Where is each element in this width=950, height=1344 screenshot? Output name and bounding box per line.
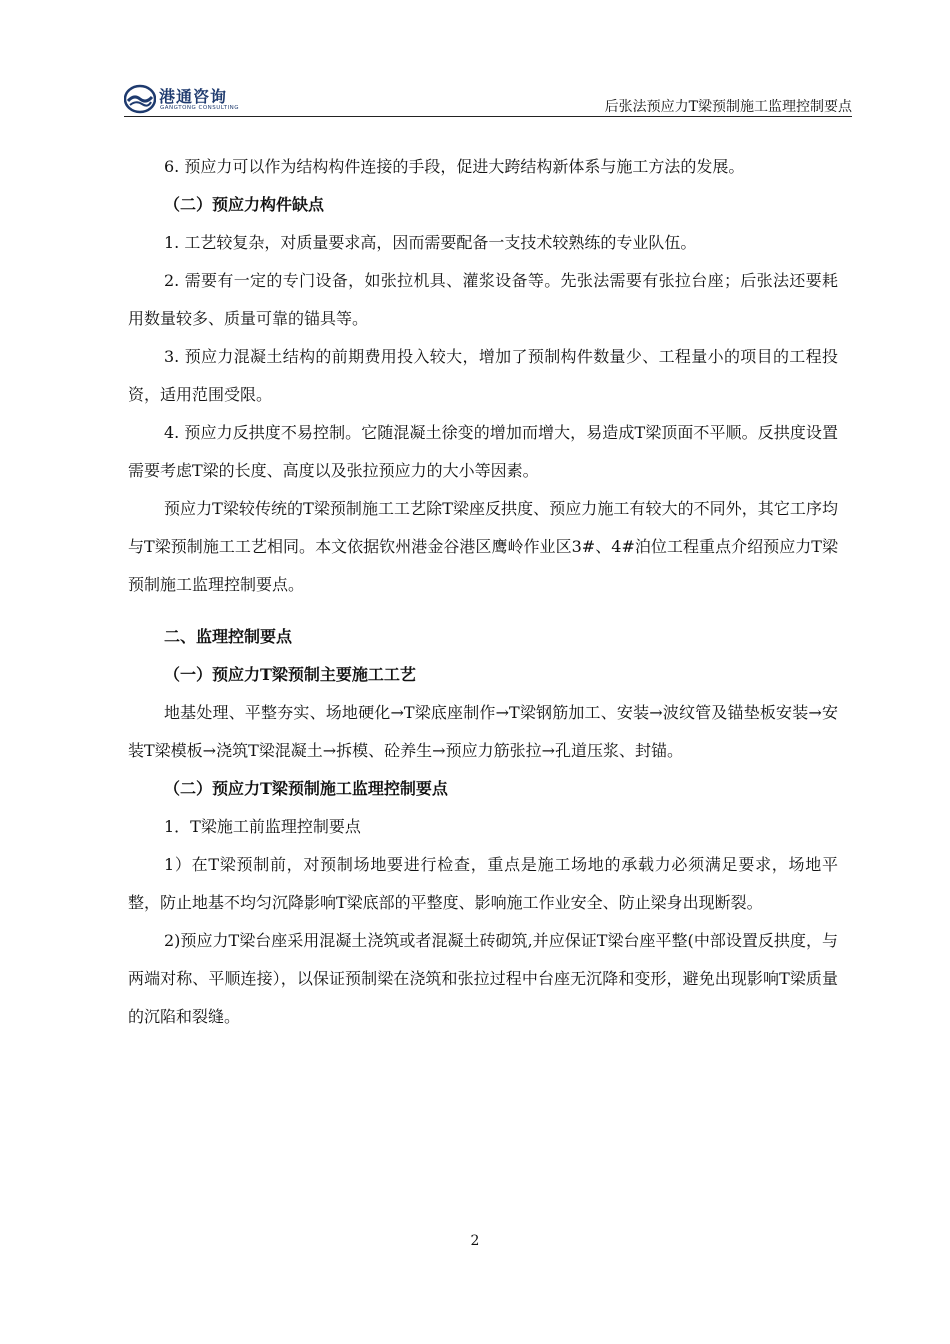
section-heading: （二）预应力构件缺点 (164, 195, 325, 214)
header-title: 后张法预应力T梁预制施工监理控制要点 (604, 99, 852, 115)
logo-icon (124, 84, 156, 114)
document-body (128, 148, 838, 1036)
page-number: 2 (470, 1233, 480, 1249)
paragraph: 4. 预应力反拱度不易控制。它随混凝土徐变的增加而增大，易造成T梁顶面不平顺。反拱度设置需要考虑T梁的长度、高度以及张拉预应力的大小等因素。 (128, 423, 838, 480)
paragraph: 1）在T梁预制前，对预制场地要进行检查，重点是施工场地的承载力必须满足要求，场地平整，防止地基不均匀沉降影响T梁底部的平整度、影响施工作业安全、防止梁身出现断裂。 (128, 855, 838, 912)
paragraph: 1. 工艺较复杂，对质量要求高，因而需要配备一支技术较熟练的专业队伍。 (164, 233, 697, 252)
logo-text: 港通咨询 (159, 87, 228, 106)
chapter-heading: 二、监理控制要点 (164, 627, 293, 646)
paragraph: 6. 预应力可以作为结构构件连接的手段，促进大跨结构新体系与施工方法的发展。 (164, 157, 745, 176)
section-heading: （二）预应力T梁预制施工监理控制要点 (164, 779, 448, 798)
company-logo (124, 82, 254, 116)
paragraph: 2)预应力T梁台座采用混凝土浇筑或者混凝土砖砌筑,并应保证T梁台座平整(中部设置反拱度，与两端对称、平顺连接），以保证预制梁在浇筑和张拉过程中台座无沉降和变形，避免出现影响T梁质量的沉陷和裂缝。 (128, 931, 838, 1026)
paragraph: 3. 预应力混凝土结构的前期费用投入较大，增加了预制构件数量少、工程量小的项目的工程投资，适用范围受限。 (128, 347, 838, 404)
page-header (124, 78, 852, 117)
paragraph: 地基处理、平整夯实、场地硬化→T梁底座制作→T梁钢筋加工、安装→波纹管及锚垫板安装→安装T梁模板→浇筑T梁混凝土→拆模、砼养生→预应力筋张拉→孔道压浆、封锚。 (128, 703, 838, 760)
paragraph: 预应力T梁较传统的T梁预制施工工艺除T梁座反拱度、预应力施工有较大的不同外，其它工序均与T梁预制施工工艺相同。本文依据钦州港金谷港区鹰岭作业区3#、4#泊位工程重点介绍预应力T梁预制施工监理控制要点。 (128, 499, 838, 594)
logo-subtext: GANGTONG CONSULTING (160, 105, 239, 111)
paragraph: 2. 需要有一定的专门设备，如张拉机具、灌浆设备等。先张法需要有张拉台座；后张法还要耗用数量较多、质量可靠的锚具等。 (128, 271, 838, 328)
subsection-heading: 1．T梁施工前监理控制要点 (164, 817, 361, 836)
section-heading: （一）预应力T梁预制主要施工工艺 (164, 665, 416, 684)
